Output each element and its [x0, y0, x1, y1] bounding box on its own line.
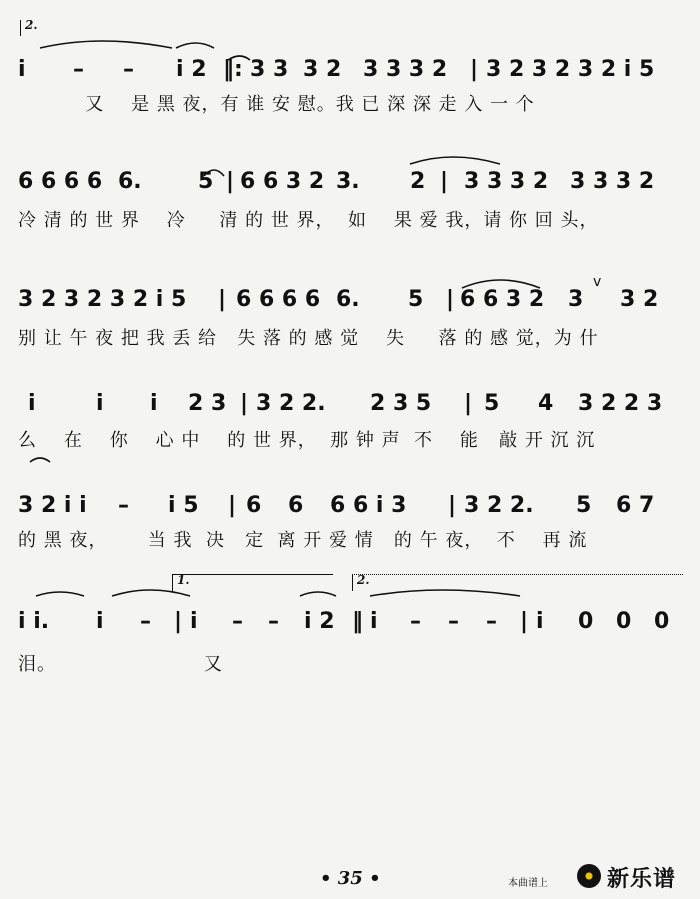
note: 3 2 i i	[18, 493, 87, 518]
note: i	[28, 391, 36, 416]
barline: |	[228, 493, 237, 518]
note: 3 2 2.	[256, 391, 326, 416]
note: 3 2	[303, 57, 342, 82]
note: 0	[616, 609, 632, 634]
ending-bracket-1	[172, 574, 333, 591]
note: –	[232, 609, 243, 634]
note: 6 6 6 6	[236, 287, 321, 312]
ending-bracket-2	[20, 20, 51, 36]
lyrics-line: 又 是 黑 夜，有 谁 安 慰。我 已 深 深 走 入 一 个	[18, 94, 535, 115]
note: 5	[484, 391, 500, 416]
note: i	[96, 609, 104, 634]
note: 6.	[336, 287, 360, 312]
note: i 2	[304, 609, 335, 634]
note: i	[190, 609, 198, 634]
note: –	[486, 609, 497, 634]
note: 3 2	[620, 287, 659, 312]
barline: |	[240, 391, 249, 416]
barline: |	[174, 609, 183, 634]
note: 0	[578, 609, 594, 634]
note: 2 3 5	[370, 391, 432, 416]
note: –	[448, 609, 459, 634]
notes-row	[18, 162, 682, 202]
ending-label: 1.	[177, 573, 190, 587]
notes-row	[18, 50, 682, 90]
barline: |	[218, 287, 227, 312]
note: 6	[288, 493, 304, 518]
barline: |	[440, 169, 449, 194]
note: –	[140, 609, 151, 634]
note: 3 2 3 2 3 2 i 5	[486, 57, 655, 82]
note: –	[410, 609, 421, 634]
note: 3 2 2 3	[578, 391, 663, 416]
note: 2 3	[188, 391, 227, 416]
note: –	[268, 609, 279, 634]
note: 2	[410, 169, 426, 194]
notes-row	[18, 486, 682, 526]
note: i i.	[18, 609, 50, 634]
ending-bracket-2	[352, 574, 683, 591]
note: 3 2 3 2 3 2 i 5	[18, 287, 187, 312]
note: 3 2 2.	[464, 493, 534, 518]
ending-label: 2.	[25, 18, 38, 32]
note: 0	[654, 609, 670, 634]
note: 6.	[118, 169, 142, 194]
note: 6 6 3 2	[460, 287, 545, 312]
lyrics-line: 别 让 午 夜 把 我 丢 给 失 落 的 感 觉 失 落 的 感 觉，为 什	[18, 328, 599, 349]
lyrics-line: 么 在 你 心 中 的 世 界， 那 钟 声 不 能 敲 开 沉 沉	[18, 430, 596, 451]
source-note: 本曲谱上	[508, 878, 548, 889]
note: i	[536, 609, 544, 634]
barline: |	[446, 287, 455, 312]
repeat-end-barline: ‖	[352, 609, 363, 634]
site-logo	[575, 860, 695, 894]
barline: |	[226, 169, 235, 194]
note: i 5	[168, 493, 199, 518]
note: 3 3 3 2	[570, 169, 655, 194]
notes-row	[18, 384, 682, 424]
note: 6	[246, 493, 262, 518]
note: 3	[568, 287, 584, 312]
note: 3 3 3 2	[363, 57, 448, 82]
note: i 2	[176, 57, 207, 82]
note: 6 6 i 3	[330, 493, 407, 518]
note: 3 3 3 2	[464, 169, 549, 194]
note: 3 3	[250, 57, 289, 82]
notes-row	[18, 274, 682, 320]
barline: |	[464, 391, 473, 416]
lyrics-line: 冷 清 的 世 界 冷 清 的 世 界， 如 果 爱 我，请 你 回 头，	[18, 210, 599, 231]
note: i	[18, 57, 26, 82]
score-system-3	[0, 258, 700, 378]
score-system-6	[0, 572, 700, 692]
note: i	[150, 391, 158, 416]
page-number: • 35 •	[320, 868, 381, 889]
note: i	[370, 609, 378, 634]
barline: |	[470, 57, 479, 82]
repeat-barline: ‖:	[223, 57, 243, 82]
music-disc-icon	[577, 864, 601, 888]
note: –	[73, 57, 84, 82]
score-system-1	[0, 20, 700, 140]
logo-text: 新乐谱	[607, 867, 677, 892]
breath-mark: v	[593, 274, 602, 290]
note: 6 6 6 6	[18, 169, 103, 194]
note: 6 6 3 2	[240, 169, 325, 194]
lyrics-line: 的 黑 夜， 当 我 决 定 离 开 爱 情 的 午 夜， 不 再 流	[18, 530, 588, 551]
ending-label: 2.	[357, 573, 370, 587]
note: 3.	[336, 169, 360, 194]
note: 5	[198, 169, 214, 194]
barline: |	[520, 609, 529, 634]
score-system-2	[0, 140, 700, 260]
note: 4	[538, 391, 554, 416]
note: 6 7	[616, 493, 655, 518]
note: –	[123, 57, 134, 82]
note: 5	[576, 493, 592, 518]
note: –	[118, 493, 129, 518]
note: i	[96, 391, 104, 416]
note: 5	[408, 287, 424, 312]
lyrics-line: 泪。 又	[18, 654, 223, 675]
barline: |	[448, 493, 457, 518]
notes-row	[18, 602, 682, 642]
